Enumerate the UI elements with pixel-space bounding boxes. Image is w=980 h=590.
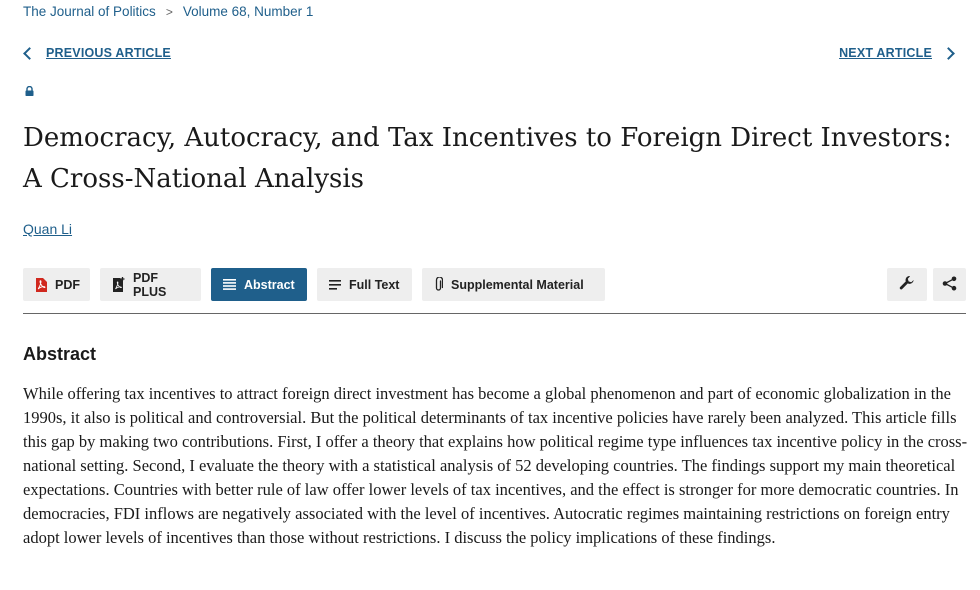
breadcrumb — [23, 4, 313, 19]
full-text-button[interactable] — [317, 268, 412, 301]
article-title: Democracy, Autocracy, and Tax Incentives to Foreign Direct Investors: A Cross-National Analysis — [23, 123, 952, 194]
abstract-button-label: Abstract — [244, 277, 295, 292]
abstract-button[interactable] — [211, 268, 307, 301]
pdf-button[interactable] — [23, 268, 90, 301]
breadcrumb-separator: > — [165, 4, 173, 19]
article-navigation — [23, 46, 957, 66]
full-text-button-label: Full Text — [349, 277, 400, 292]
tools-button[interactable] — [887, 268, 927, 301]
abstract-heading: Abstract — [23, 344, 97, 364]
article-toolbar — [23, 268, 966, 302]
supplemental-material-button-label: Supplemental Material — [451, 277, 584, 292]
chevron-right-icon — [942, 47, 955, 60]
next-article-link[interactable] — [839, 46, 957, 60]
share-button[interactable] — [933, 268, 966, 301]
list-icon — [223, 279, 236, 290]
supplemental-material-button[interactable] — [422, 268, 605, 301]
pdf-button-label: PDF — [55, 277, 80, 292]
previous-article-link[interactable] — [23, 46, 171, 60]
share-icon — [942, 276, 957, 294]
paperclip-icon — [434, 277, 443, 292]
toolbar-divider — [23, 313, 966, 314]
wrench-icon — [899, 275, 915, 294]
breadcrumb-issue-link[interactable]: Volume 68, Number 1 — [182, 4, 314, 19]
chevron-left-icon — [23, 47, 36, 60]
lines-icon — [329, 280, 341, 290]
pdf-plus-button[interactable] — [100, 268, 201, 301]
next-article-label: NEXT ARTICLE — [839, 46, 932, 60]
previous-article-label: PREVIOUS ARTICLE — [46, 46, 171, 60]
pdf-plus-icon — [112, 277, 125, 292]
pdf-icon — [35, 278, 47, 292]
lock-icon — [25, 86, 34, 96]
pdf-plus-button-label: PDF PLUS — [133, 270, 167, 299]
abstract-text: While offering tax incentives to attract foreign direct investment has become a global phenomenon and part of economic globalization in the 1990s, it also is political and controversial. But the political determinants of tax incentive policies have rarely been analyzed. This article fills this gap by making two contributions. First, I offer a theory that explains how political regime type influences tax incentive policy in the cross-national setting. Second, I evaluate the theory with a statistical analysis of 52 developing countries. The findings support my main theoretical expectations. Countries with better rule of law offer lower levels of tax incentives, and the effect is stronger for more democratic countries. In democracies, FDI inflows are negatively associated with the level of incentives. Autocratic regimes maintaining restrictions on foreign entry adopt lower levels of incentives than those without restrictions. I discuss the policy implications of these findings. — [23, 384, 968, 547]
breadcrumb-journal-link[interactable]: The Journal of Politics — [23, 4, 156, 19]
author-link[interactable]: Quan Li — [23, 221, 73, 237]
